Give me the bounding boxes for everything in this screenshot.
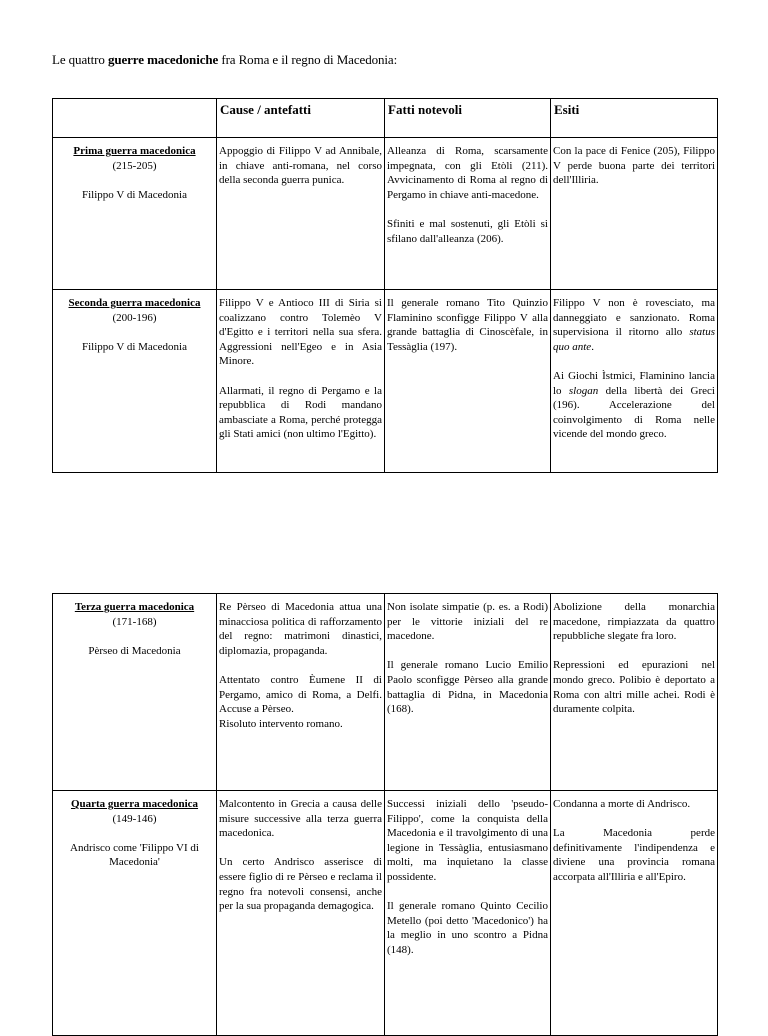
esiti-text (553, 369, 715, 442)
war-name: Quarta guerra macedonica (70, 798, 199, 810)
war-king: Filippo V di Macedonia (81, 340, 187, 353)
esiti-text: Con la pace di Fenice (205), Filippo V perde buona parte dei territori dell'Illiria. (553, 145, 715, 187)
header-esiti: Esiti (551, 99, 718, 138)
facts-text: Il generale romano Quinto Cecilio Metello (poi detto 'Macedonico') ha la meglio in uno scontro a Pidna (148). (387, 900, 548, 956)
facts-cell (385, 594, 551, 791)
war-dates: (215-205) (112, 159, 157, 172)
war-king: Filippo V di Macedonia (81, 188, 187, 201)
esiti-text: Repressioni ed epurazioni nel mondo greco. Polibio è deportato a Roma con altri mille achei. Rodi è duramente colpita. (553, 659, 715, 716)
facts-text: Non isolate simpatie (p. es. a Rodi) per le vittorie iniziali del re macedone. (387, 601, 548, 643)
facts-text: Il generale romano Lucio Emilio Paolo sconfigge Pèrseo alla grande battaglia di Pidna, in Macedonia (168). (387, 659, 548, 716)
table-row (53, 594, 718, 791)
esiti-text-part: . (591, 340, 594, 353)
wars-table-top (52, 98, 718, 473)
table-row (53, 138, 718, 290)
facts-cell (385, 290, 551, 473)
cause-text: Un certo Andrisco asserisce di essere figlio di re Pèrseo e reclama il regno fra notevoli consensi, anche per la sua propaganda demagogica. (219, 856, 382, 913)
war-king: Pèrseo di Macedonia (88, 644, 181, 657)
war-dates: (200-196) (112, 311, 157, 324)
intro-bold: guerre macedoniche (107, 52, 219, 67)
esiti-text (553, 296, 715, 354)
facts-text: Alleanza di Roma, scarsamente impegnata, con gli Etòli (211). Avvicinamento di Roma al regno di Pergamo in chiave anti-macedone. (387, 145, 548, 201)
wars-table-bottom (52, 593, 718, 1036)
cause-cell (217, 594, 385, 791)
table-row (53, 290, 718, 473)
esiti-text-part: Ai Giochi Ìstmici, Flaminino lancia lo (553, 369, 715, 397)
header-facts: Fatti notevoli (385, 99, 551, 138)
esiti-cell (551, 290, 718, 473)
header-row (53, 99, 718, 138)
facts-cell (385, 138, 551, 290)
facts-text: Il generale romano Tito Quinzio Flaminino sconfigge Filippo V alla grande battaglia di Cinoscèfale, in Tessàglia (197). (387, 297, 548, 353)
facts-text: Sfiniti e mal sostenuti, gli Etòli si sfilano dall'alleanza (206). (387, 217, 548, 245)
header-empty (53, 99, 217, 138)
table-row (53, 791, 718, 1036)
header-cause: Cause / antefatti (217, 99, 385, 138)
intro-prefix: Le quattro (52, 52, 108, 67)
war-dates: (171-168) (112, 615, 157, 628)
war-name: Prima guerra macedonica (73, 145, 196, 157)
cause-cell (217, 138, 385, 290)
cause-cell (217, 791, 385, 1036)
cause-text: Malcontento in Grecia a causa delle misure successive alla terza guerra macedonica. (219, 798, 382, 840)
esiti-cell (551, 791, 718, 1036)
cause-text: Attentato contro Èumene II di Pergamo, amico di Roma, a Delfi. Accuse a Pèrseo. (219, 673, 382, 716)
esiti-text-part: della libertà dei Greci (196). Accelerazione del coinvolgimento di Roma nelle vicende del mondo greco. (553, 384, 715, 441)
war-cell (53, 290, 217, 473)
war-cell (53, 138, 217, 290)
cause-text: Risoluto intervento romano. (219, 717, 343, 730)
esiti-italic: status quo ante (553, 326, 715, 353)
cause-text: Filippo V e Antioco III di Siria si coalizzano contro Tolemèo V d'Egitto e i territori nella sua sfera. Aggressioni nell'Egeo e in Asia Minore. (219, 297, 382, 368)
esiti-text: Condanna a morte di Andrisco. (553, 798, 691, 810)
cause-cell (217, 290, 385, 473)
esiti-italic: slogan (568, 384, 599, 397)
esiti-text-part: Filippo V non è rovesciato, ma danneggiato e sanzionato. Roma supervisiona il ritorno allo (553, 297, 715, 339)
war-name: Terza guerra macedonica (74, 601, 195, 613)
war-cell (53, 791, 217, 1036)
facts-cell (385, 791, 551, 1036)
war-king: Andrisco come 'Filippo VI di Macedonia' (70, 841, 199, 869)
esiti-text: La Macedonia perde definitivamente l'indipendenza e diviene una provincia romana accorpata all'Illiria e all'Epiro. (553, 827, 715, 883)
intro-line (52, 52, 397, 68)
esiti-text: Abolizione della monarchia macedone, rimpiazzata da quattro repubbliche slegate fra loro. (553, 601, 715, 643)
intro-suffix: fra Roma e il regno di Macedonia: (218, 52, 398, 67)
war-dates: (149-146) (112, 812, 157, 825)
esiti-cell (551, 138, 718, 290)
war-cell (53, 594, 217, 791)
cause-text: Allarmati, il regno di Pergamo e la repubblica di Rodi mandano ambasciate a Roma, perché protegga gli Stati amici (non ultimo l'Egitto). (219, 384, 382, 441)
facts-text: Successi iniziali dello 'pseudo-Filippo', come la conquista della Macedonia e il travolgimento di una legione in Tessàglia, entusiasmano molti, ma inquietano la classe possidente. (387, 798, 548, 883)
esiti-cell (551, 594, 718, 791)
cause-text: Appoggio di Filippo V ad Annibale, in chiave anti-romana, nel corso della seconda guerra punica. (219, 145, 382, 187)
cause-text: Re Pèrseo di Macedonia attua una minacciosa politica di rafforzamento del regno: matrimoni dinastici, diplomazia, propaganda. (219, 601, 382, 657)
war-name: Seconda guerra macedonica (68, 297, 201, 309)
